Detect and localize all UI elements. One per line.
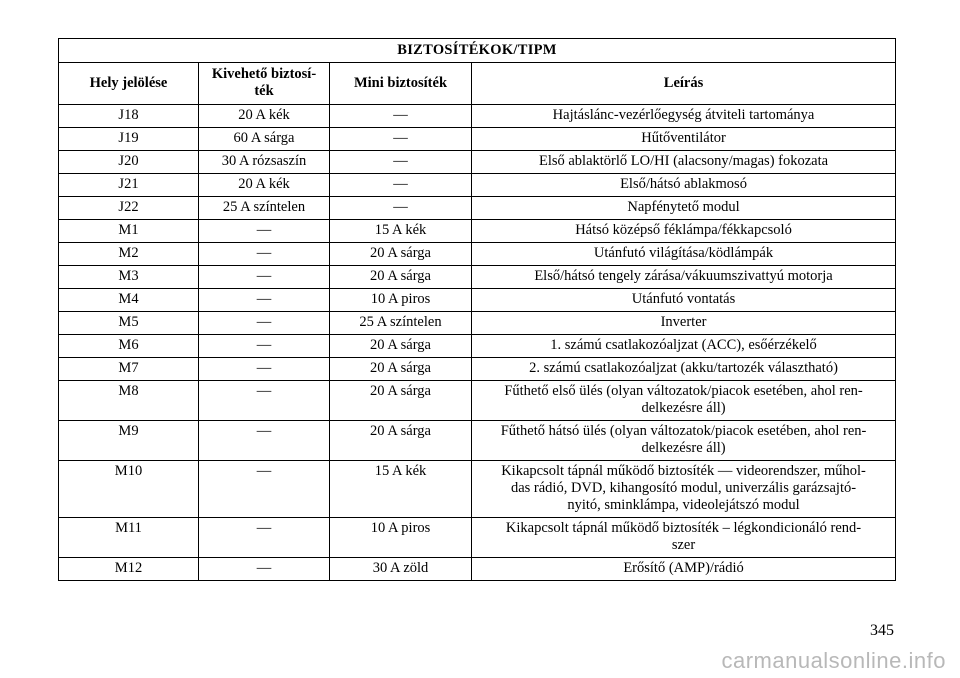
cell-cartridge-fuse: — [199, 381, 330, 421]
cell-location: M4 [59, 289, 199, 312]
cell-mini-fuse: 15 A kék [330, 220, 472, 243]
cell-mini-fuse: 20 A sárga [330, 243, 472, 266]
cell-location: J21 [59, 174, 199, 197]
cell-cartridge-fuse: 20 A kék [199, 105, 330, 128]
cell-cartridge-fuse: — [199, 518, 330, 558]
header-mini-fuse [330, 63, 472, 105]
cell-description: Első/hátsó ablakmosó [472, 174, 896, 197]
table-row [59, 266, 896, 289]
table-row [59, 174, 896, 197]
page-number: 345 [870, 622, 894, 639]
cell-description: Inverter [472, 312, 896, 335]
table-row [59, 151, 896, 174]
cell-mini-fuse: 30 A zöld [330, 558, 472, 581]
header-location [59, 63, 199, 105]
table-row [59, 381, 896, 421]
table-row [59, 128, 896, 151]
cell-location: M8 [59, 381, 199, 421]
cell-location: J20 [59, 151, 199, 174]
cell-description: Fűthető hátsó ülés (olyan változatok/piacok esetében, ahol ren- delkezésre áll) [472, 421, 896, 461]
table-row [59, 421, 896, 461]
watermark: carmanualsonline.info [721, 648, 946, 673]
cell-mini-fuse: 20 A sárga [330, 381, 472, 421]
cell-description: 1. számú csatlakozóaljzat (ACC), esőérzékelő [472, 335, 896, 358]
table-row [59, 558, 896, 581]
header-row [59, 63, 896, 105]
cell-description: Hűtőventilátor [472, 128, 896, 151]
cell-description: Hátsó középső féklámpa/fékkapcsoló [472, 220, 896, 243]
cell-description: Első/hátsó tengely zárása/vákuumszivattyú motorja [472, 266, 896, 289]
cell-location: J18 [59, 105, 199, 128]
cell-mini-fuse: — [330, 197, 472, 220]
table-row [59, 220, 896, 243]
table-row [59, 289, 896, 312]
cell-cartridge-fuse: — [199, 335, 330, 358]
cell-cartridge-fuse: 25 A színtelen [199, 197, 330, 220]
cell-description: Fűthető első ülés (olyan változatok/piacok esetében, ahol ren- delkezésre áll) [472, 381, 896, 421]
table-row [59, 312, 896, 335]
table-row [59, 358, 896, 381]
cell-description: Napfénytető modul [472, 197, 896, 220]
table-row [59, 105, 896, 128]
cell-cartridge-fuse: — [199, 558, 330, 581]
cell-location: M7 [59, 358, 199, 381]
cell-location: M3 [59, 266, 199, 289]
cell-cartridge-fuse: — [199, 243, 330, 266]
cell-mini-fuse: — [330, 151, 472, 174]
cell-mini-fuse: 25 A színtelen [330, 312, 472, 335]
cell-cartridge-fuse: — [199, 461, 330, 518]
cell-cartridge-fuse: — [199, 358, 330, 381]
cell-description: 2. számú csatlakozóaljzat (akku/tartozék választható) [472, 358, 896, 381]
cell-location: M6 [59, 335, 199, 358]
cell-cartridge-fuse: — [199, 220, 330, 243]
cell-cartridge-fuse: — [199, 421, 330, 461]
cell-mini-fuse: 10 A piros [330, 289, 472, 312]
cell-mini-fuse: — [330, 128, 472, 151]
cell-description: Hajtáslánc-vezérlőegység átviteli tartománya [472, 105, 896, 128]
header-description-label: Leírás [663, 74, 704, 91]
header-cartridge-fuse-label: Kivehető biztosí- ték [211, 66, 317, 99]
table-row [59, 461, 896, 518]
cell-location: M9 [59, 421, 199, 461]
table-title: BIZTOSÍTÉKOK/TIPM [59, 39, 896, 63]
cell-mini-fuse: 15 A kék [330, 461, 472, 518]
cell-location: J22 [59, 197, 199, 220]
header-location-label: Hely jelölése [89, 74, 168, 91]
cell-location: J19 [59, 128, 199, 151]
cell-cartridge-fuse: 30 A rózsaszín [199, 151, 330, 174]
cell-description: Erősítő (AMP)/rádió [472, 558, 896, 581]
cell-description: Első ablaktörlő LO/HI (alacsony/magas) fokozata [472, 151, 896, 174]
cell-mini-fuse: 10 A piros [330, 518, 472, 558]
cell-mini-fuse: 20 A sárga [330, 421, 472, 461]
cell-location: M1 [59, 220, 199, 243]
cell-cartridge-fuse: — [199, 266, 330, 289]
table-row [59, 243, 896, 266]
cell-mini-fuse: — [330, 174, 472, 197]
cell-location: M10 [59, 461, 199, 518]
cell-cartridge-fuse: — [199, 312, 330, 335]
cell-mini-fuse: 20 A sárga [330, 266, 472, 289]
cell-cartridge-fuse: 20 A kék [199, 174, 330, 197]
cell-description: Utánfutó világítása/ködlámpák [472, 243, 896, 266]
table-row [59, 335, 896, 358]
cell-description: Utánfutó vontatás [472, 289, 896, 312]
cell-mini-fuse: — [330, 105, 472, 128]
cell-cartridge-fuse: 60 A sárga [199, 128, 330, 151]
cell-mini-fuse: 20 A sárga [330, 358, 472, 381]
cell-location: M5 [59, 312, 199, 335]
cell-description: Kikapcsolt tápnál működő biztosíték — videorendszer, műhol- das rádió, DVD, kihangosító modul, univerzális garázsajtó- nyitó, sminklámpa, videolejátszó modul [472, 461, 896, 518]
table-row [59, 197, 896, 220]
cell-location: M11 [59, 518, 199, 558]
header-description [472, 63, 896, 105]
fuse-table-body [59, 105, 896, 581]
header-mini-fuse-label: Mini biztosíték [353, 74, 448, 91]
fuse-table [58, 38, 896, 581]
cell-cartridge-fuse: — [199, 289, 330, 312]
cell-location: M2 [59, 243, 199, 266]
cell-location: M12 [59, 558, 199, 581]
cell-mini-fuse: 20 A sárga [330, 335, 472, 358]
table-row [59, 518, 896, 558]
header-cartridge-fuse [199, 63, 330, 105]
cell-description: Kikapcsolt tápnál működő biztosíték – légkondicionáló rend- szer [472, 518, 896, 558]
